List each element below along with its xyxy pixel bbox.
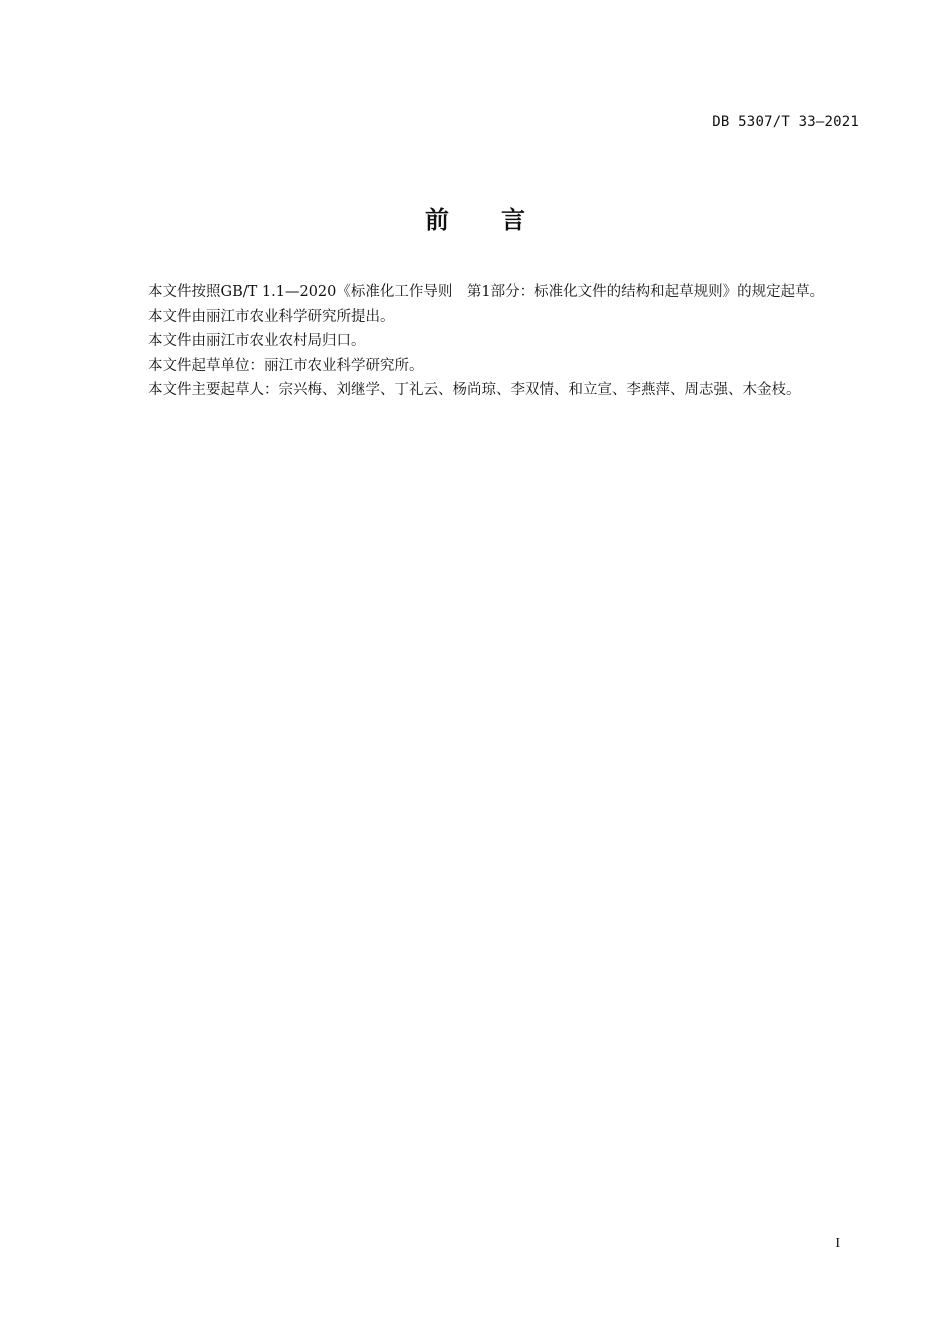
paragraph-responsible-unit: 本文件由丽江市农业农村局归口。	[148, 333, 366, 349]
preface-body	[114, 280, 859, 403]
title-char-2: 言	[501, 206, 525, 234]
paragraph-drafting-unit: 本文件起草单位：丽江市农业科学研究所。	[148, 357, 424, 374]
title-char-1: 前	[425, 206, 449, 234]
paragraph-drafters: 本文件主要起草人：宗兴梅、刘继学、丁礼云、杨尚琼、李双情、和立宣、李燕萍、周志强、木金枝。	[148, 382, 801, 398]
page-title	[0, 200, 950, 235]
paragraph-proposer: 本文件由丽江市农业科学研究所提出。	[148, 308, 395, 325]
document-code: DB 5307/T 33—2021	[712, 114, 859, 130]
page-number: I	[835, 1236, 840, 1251]
paragraph-drafting-basis: 本文件按照GB/T 1.1—2020《标准化工作导则 第1部分：标准化文件的结构和起草规则》的规定起草。	[148, 284, 825, 300]
